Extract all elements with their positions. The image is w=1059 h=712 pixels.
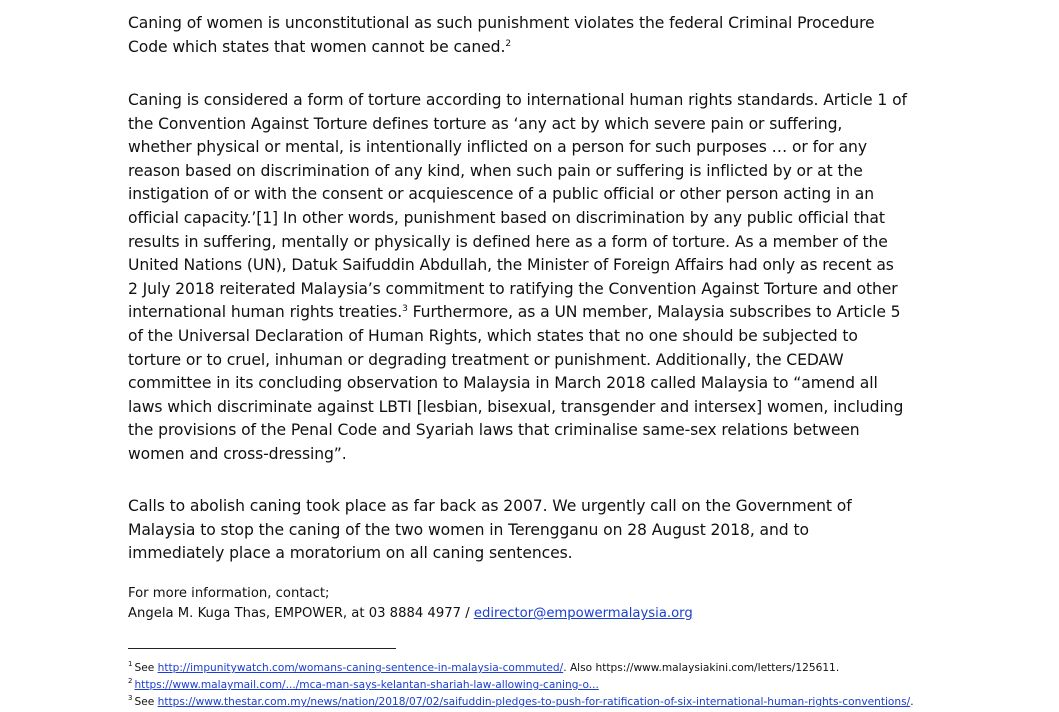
paragraph-line: laws which discriminate against LBTI [lesbian, bisexual, transgender and intersex] women, including (128, 397, 904, 416)
paragraph-line (128, 36, 875, 60)
paragraph-line: committee in its concluding observation to Malaysia in March 2018 called Malaysia to “amend all (128, 374, 878, 393)
footnote-ref[interactable]: 2 (505, 38, 511, 49)
footnote-number: 3 (128, 694, 133, 702)
paragraph-line: the Convention Against Torture defines torture as ‘any act by which severe pain or suffering, (128, 114, 843, 133)
line-text-after: Furthermore, as a UN member, Malaysia subscribes to Article 5 (407, 303, 901, 322)
line-text: international human rights treaties. (128, 303, 403, 322)
footnote-middle: . Also (563, 662, 596, 674)
paragraph-line: women and cross-dressing”. (128, 444, 347, 463)
footnote-number: 2 (128, 677, 133, 685)
paragraph-line: of the Universal Declaration of Human Rights, which states that no one should be subjected to (128, 326, 858, 345)
footnote-3 (128, 694, 914, 711)
contact-email-link[interactable]: edirector@empowermalaysia.org (473, 606, 693, 621)
paragraph-line: results in suffering, mentally or physically is defined here as a form of torture. As a member of the (128, 232, 888, 251)
footnote-prefix: See (134, 696, 158, 708)
footnotes (128, 660, 914, 711)
footnote-2 (128, 677, 914, 694)
paragraph-line: Malaysia to stop the caning of the two women in Terengganu on 28 August 2018, and to (128, 520, 809, 539)
paragraph-line: torture or to cruel, inhuman or degrading treatment or punishment. Additionally, the CEDAW (128, 350, 844, 369)
paragraph-line: instigation of or with the consent or acquiescence of a public official or other person acting in an (128, 185, 874, 204)
paragraph-line (128, 301, 907, 325)
paragraph-line: reason based on discrimination of any kind, when such pain or suffering is inflicted by or at the (128, 161, 863, 180)
footnote-link[interactable]: http://impunitywatch.com/womans-caning-sentence-in-malaysia-commuted/ (157, 662, 564, 674)
paragraph-line: whether physical or mental, is intentionally inflicted on a person for such purposes … or for any (128, 138, 867, 157)
line-text: Code which states that women cannot be caned. (128, 37, 506, 56)
paragraph-call-to-action (128, 495, 852, 566)
paragraph-line: United Nations (UN), Datuk Saifuddin Abdullah, the Minister of Foreign Affairs had only as recent as (128, 256, 894, 275)
footnote-plain-url: https://www.malaysiakini.com/letters/125611 (595, 662, 836, 674)
contact-block (128, 584, 693, 624)
contact-person: Angela M. Kuga Thas, EMPOWER, at 03 8884 4977 / (128, 606, 474, 621)
paragraph-constitutional (128, 12, 875, 59)
paragraph-line: Caning of women is unconstitutional as such punishment violates the federal Criminal Procedure (128, 14, 875, 32)
paragraph-line: Caning is considered a form of torture according to international human rights standards. Article 1 of (128, 91, 907, 109)
footnote-ref[interactable]: 3 (402, 304, 408, 315)
footnote-divider (128, 648, 396, 649)
footnote-1 (128, 660, 914, 677)
footnote-number: 1 (128, 660, 133, 668)
paragraph-torture (128, 89, 907, 467)
footnote-suffix: . (835, 662, 840, 674)
contact-heading: For more information, contact; (128, 586, 330, 601)
footnote-suffix: . (910, 696, 914, 708)
paragraph-line: immediately place a moratorium on all caning sentences. (128, 544, 573, 563)
paragraph-line: official capacity.’[1] In other words, punishment based on discrimination by any public official that (128, 208, 885, 227)
footnote-link[interactable]: https://www.malaymail.com/.../mca-man-says-kelantan-shariah-law-allowing-caning-o... (134, 679, 599, 691)
footnote-link[interactable]: https://www.thestar.com.my/news/nation/2018/07/02/saifuddin-pledges-to-push-for-ratification-of-six-international-human-rights-conventions/ (157, 696, 911, 708)
contact-line (128, 604, 693, 624)
paragraph-line: 2 July 2018 reiterated Malaysia’s commitment to ratifying the Convention Against Torture and other (128, 279, 898, 298)
footnote-prefix: See (134, 662, 158, 674)
paragraph-line: Calls to abolish caning took place as far back as 2007. We urgently call on the Government of (128, 497, 852, 515)
paragraph-line: the provisions of the Penal Code and Syariah laws that criminalise same-sex relations between (128, 421, 860, 440)
